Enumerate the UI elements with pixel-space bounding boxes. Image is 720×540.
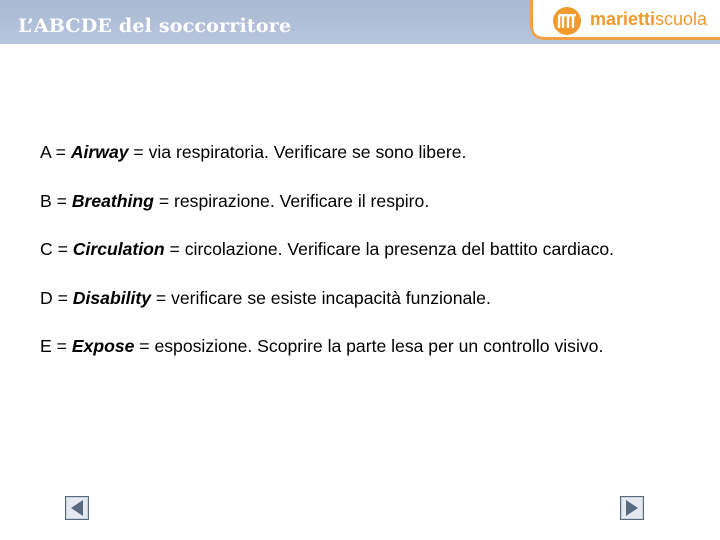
previous-slide-button[interactable] bbox=[65, 496, 89, 520]
list-item-b bbox=[40, 189, 710, 238]
item-equals: = bbox=[153, 190, 174, 211]
item-term: Airway bbox=[70, 142, 129, 162]
next-slide-button[interactable] bbox=[620, 496, 644, 520]
item-term: Breathing bbox=[71, 190, 154, 211]
item-equals: = bbox=[151, 287, 172, 308]
item-equals: = bbox=[52, 287, 73, 308]
item-letter: C bbox=[40, 239, 53, 259]
page-title: L’ABCDE del soccorritore bbox=[18, 15, 292, 37]
marietti-logo-icon bbox=[552, 6, 582, 36]
list-item-e bbox=[40, 334, 710, 383]
item-description: respirazione. Verificare il respiro. bbox=[174, 190, 430, 211]
item-equals: = bbox=[51, 190, 72, 211]
brand-badge bbox=[530, 0, 720, 40]
brand-name bbox=[590, 9, 707, 30]
list-item-d bbox=[40, 286, 710, 335]
item-equals: = bbox=[134, 336, 155, 356]
item-term: Disability bbox=[72, 287, 151, 308]
list-item-a bbox=[40, 140, 710, 189]
item-description: via respiratoria. Verificare se sono libere. bbox=[148, 142, 467, 162]
item-letter: A bbox=[40, 142, 51, 162]
item-description: verificare se esiste incapacità funzionale. bbox=[171, 287, 491, 308]
item-equals: = bbox=[128, 142, 149, 162]
item-equals: = bbox=[51, 336, 72, 356]
item-equals: = bbox=[164, 239, 185, 259]
item-term: Expose bbox=[71, 336, 135, 356]
item-equals: = bbox=[52, 239, 73, 259]
item-term: Circulation bbox=[72, 239, 165, 259]
brand-name-part2: scuola bbox=[655, 9, 708, 29]
item-letter: B bbox=[40, 190, 52, 211]
item-equals: = bbox=[50, 142, 71, 162]
brand-name-part1: marietti bbox=[590, 9, 656, 29]
item-description: circolazione. Verificare la presenza del battito cardiaco. bbox=[184, 239, 615, 259]
list-item-c bbox=[40, 237, 710, 286]
header-bar bbox=[0, 0, 720, 44]
item-letter: D bbox=[40, 287, 53, 308]
abcde-list bbox=[40, 140, 710, 383]
item-description: esposizione. Scoprire la parte lesa per un controllo visivo. bbox=[154, 336, 604, 356]
item-letter: E bbox=[40, 336, 52, 356]
